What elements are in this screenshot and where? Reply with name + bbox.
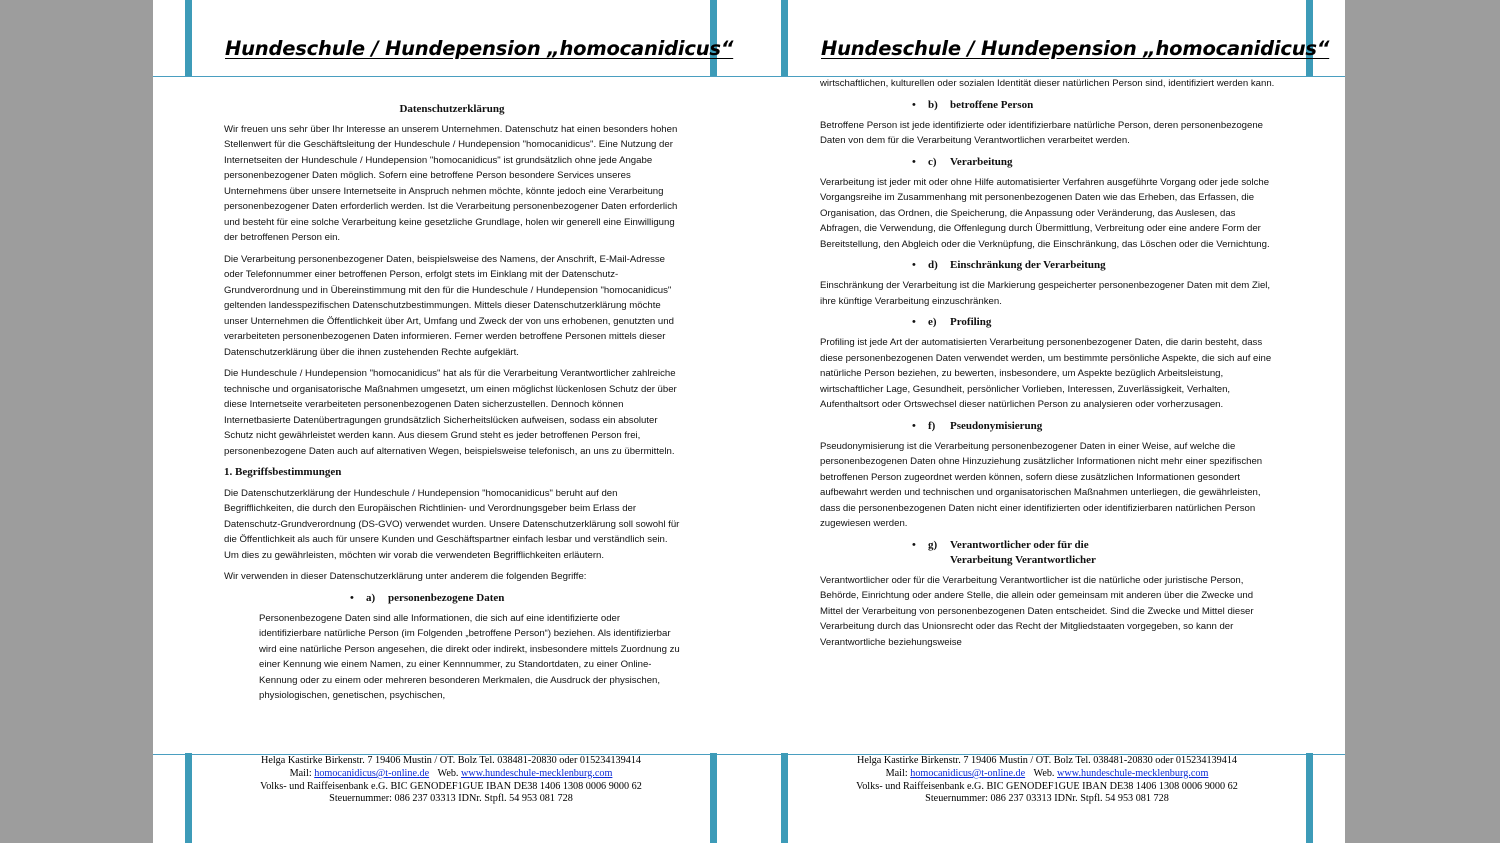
paragraph: wirtschaftlichen, kulturellen oder sozialen Identität dieser natürlichen Person sind, identifiziert werden kann. — [820, 78, 1275, 89]
paragraph: Verantwortlicher oder für die Verarbeitung Verantwortlicher ist die natürliche oder juristische Person, Behörde, Einrichtung oder andere Stelle, die allein oder gemeinsam mit anderen über die Zwecke und Mittel der Verarbeitung von personenbezogenen Daten entscheidet. Sind die Zwecke und Mittel dieser Verarbeitung durch das Unionsrecht oder das Recht der Mitgliedstaaten vorgegeben, so kann der Verantwortliche beziehungsweise — [820, 574, 1254, 648]
document-page-2 — [749, 0, 1345, 843]
term-title: Verarbeitung — [950, 155, 1013, 168]
footer — [749, 755, 1345, 806]
paragraph: Die Verarbeitung personenbezogener Daten, beispielsweise des Namens, der Anschrift, E-Mail-Adresse oder Telefonnummer einer betroffenen Person, erfolgt stets im Einklang mit der Datenschutz-Grundverordnung und in Übereinstimmung mit den für die Hundeschule / Hundepension "homocanidicus" geltenden landesspezifischen Datenschutzbestimmungen. Mittels dieser Datenschutzerklärung möchte unser Unternehmen die Öffentlichkeit über Art, Umfang und Zweck der von uns erhobenen, genutzten und verarbeiteten personenbezogenen Daten informieren. Ferner werden betroffene Personen mittels dieser Datenschutzerklärung über die ihnen zustehenden Rechte aufgeklärt. — [224, 253, 674, 358]
page-content — [820, 76, 1276, 749]
paragraph: Einschränkung der Verarbeitung ist die Markierung gespeicherter personenbezogener Daten mit dem Ziel, ihre künftige Verarbeitung einzuschränken. — [820, 280, 1271, 307]
footer-tax: Steuernummer: 086 237 03313 IDNr. Stpfl. 54 953 081 728 — [925, 793, 1169, 805]
document-page-1 — [153, 0, 749, 843]
term-title: Pseudonymisierung — [950, 419, 1043, 432]
term-title: personenbezogene Daten — [388, 591, 505, 604]
term-title: betroffene Person — [950, 98, 1034, 111]
footer-address: Helga Kastirke Birkenstr. 7 19406 Mustin / OT. Bolz Tel. 038481-20830 oder 015234139414 — [260, 755, 642, 766]
bullet-icon: • — [912, 538, 916, 551]
term-letter: c) — [928, 155, 937, 168]
header-title: Hundeschule / Hundepension „homocanidicus“ — [225, 37, 734, 60]
term-heading — [820, 538, 1276, 568]
term-heading — [820, 419, 1276, 434]
paragraph: Die Hundeschule / Hundepension "homocanidicus" hat als für die Verarbeitung Verantwortlicher zahlreiche technische und organisatorische Maßnahmen umgesetzt, um einen möglichst lückenlosen Schutz der über diese Internetseite verarbeiteten personenbezogenen Daten sicherzustellen. Dennoch können Internetbasierte Datenübertragungen grundsätzlich Sicherheitslücken aufweisen, sodass ein absoluter Schutz nicht gewährleistet werden kann. Aus diesem Grund steht es jeder betroffenen Person frei, personenbezogene Daten auch auf alternativen Wegen, beispielsweise telefonisch, an uns zu übermitteln. — [224, 368, 677, 457]
term-letter: e) — [928, 316, 937, 328]
paragraph: Wir verwenden in dieser Datenschutzerklärung unter anderem die folgenden Begriffe: — [224, 571, 587, 582]
paragraph: Profiling ist jede Art der automatisierten Verarbeitung personenbezogener Daten, die darin besteht, dass diese personenbezogenen Daten verwendet werden, um bestimmte persönliche Aspekte, die sich auf eine natürliche Person beziehen, zu bewerten, insbesondere, um Aspekte bezüglich Arbeitsleistung, wirtschaftlicher Lage, Gesundheit, persönlicher Vorlieben, Interessen, Zuverlässigkeit, Verhalten, Aufenthaltsort oder Ortswechsel dieser natürlichen Person zu analysieren oder vorherzusagen. — [820, 337, 1272, 410]
mail-label: Mail: — [289, 767, 312, 779]
term-letter: d) — [928, 259, 938, 271]
footer-tax: Steuernummer: 086 237 03313 IDNr. Stpfl. 54 953 081 728 — [329, 793, 573, 805]
paragraph: Wir freuen uns sehr über Ihr Interesse an unserem Unternehmen. Datenschutz hat einen besonders hohen Stellenwert für die Geschäftsleitung der Hundeschule / Hundepension "homocanidicus". Eine Nutzung der Internetseiten der Hundeschule / Hundepension "homocanidicus" ist grundsätzlich ohne jede Angabe personenbezogener Daten möglich. Sofern eine betroffene Person besondere Services unseres Unternehmens über unsere Internetseite in Anspruch nehmen möchte, könnte jedoch eine Verarbeitung personenbezogener Daten erforderlich werden. Ist die Verarbeitung personenbezogener Daten erforderlich und besteht für eine solche Verarbeitung keine gesetzliche Grundlage, holen wir generell eine Einwilligung der betroffenen Person ein. — [224, 123, 678, 243]
header-accent-bar — [185, 0, 192, 77]
bullet-icon: • — [350, 591, 354, 604]
email-link[interactable]: homocanidicus@t-online.de — [910, 767, 1026, 779]
term-heading — [820, 98, 1276, 113]
term-heading — [224, 591, 680, 606]
footer-contact — [749, 768, 1345, 781]
paragraph: Personenbezogene Daten sind alle Informationen, die sich auf eine identifizierte oder identifizierbare natürliche Person (im Folgenden „betroffene Person“) beziehen. Als identifizierbar wird eine natürliche Person angesehen, die direkt oder indirekt, insbesondere mittels Zuordnung zu einer Kennung wie einem Namen, zu einer Kennnummer, zu Standortdaten, zu einer Online-Kennung oder zu einem oder mehreren besonderen Merkmalen, die Ausdruck der physischen, physiologischen, genetischen, psychischen, — [259, 612, 680, 701]
term-letter: b) — [928, 98, 938, 111]
header-title: Hundeschule / Hundepension „homocanidicus“ — [821, 37, 1330, 60]
footer — [153, 755, 749, 806]
web-label: Web. — [1033, 767, 1055, 779]
header-accent-bar — [781, 0, 788, 77]
mail-label: Mail: — [885, 767, 908, 779]
term-heading — [820, 155, 1276, 170]
paragraph: Die Datenschutzerklärung der Hundeschule / Hundepension "homocanidicus" beruht auf den Begrifflichkeiten, die durch den Europäischen Richtlinien- und Verordnungsgeber beim Erlass der Datenschutz-Grundverordnung (DS-GVO) verwendet wurden. Unsere Datenschutzerklärung soll sowohl für die Öffentlichkeit als auch für unsere Kunden und Geschäftspartner einfach lesbar und verständlich sein. Um dies zu gewährleisten, möchten wir vorab die verwendeten Begrifflichkeiten erläutern. — [224, 487, 680, 561]
paragraph: Betroffene Person ist jede identifizierte oder identifizierbare natürliche Person, deren personenbezogene Daten von dem für die Verarbeitung Verantwortlichen verarbeitet werden. — [820, 119, 1264, 146]
bullet-icon: • — [912, 259, 916, 271]
term-letter: g) — [928, 538, 938, 551]
bullet-icon: • — [912, 98, 916, 111]
term-heading — [820, 258, 1276, 273]
document-title: Datenschutzerklärung — [399, 103, 505, 115]
web-label: Web. — [437, 767, 459, 779]
website-link[interactable]: www.hundeschule-mecklenburg.com — [461, 767, 613, 779]
bullet-icon: • — [912, 316, 916, 328]
term-letter: f) — [928, 419, 936, 432]
paragraph: Pseudonymisierung ist die Verarbeitung personenbezogener Daten in einer Weise, auf welche die personenbezogenen Daten ohne Hinzuziehung zusätzlicher Informationen nicht mehr einer spezifischen betroffenen Person zugeordnet werden können, sofern diese zusätzlichen Informationen gesondert aufbewahrt werden und technischen und organisatorischen Maßnahmen unterliegen, die gewährleisten, dass die personenbezogenen Daten nicht einer identifizierten oder identifizierbaren natürlichen Person zugewiesen werden. — [820, 440, 1263, 529]
bullet-icon: • — [912, 155, 916, 168]
email-link[interactable]: homocanidicus@t-online.de — [314, 767, 430, 779]
term-title: Verantwortlicher oder für die Verarbeitung Verantwortlicher — [950, 538, 1096, 566]
footer-contact — [153, 768, 749, 781]
section-heading: 1. Begriffsbestimmungen — [224, 466, 342, 478]
paragraph: Verarbeitung ist jeder mit oder ohne Hilfe automatisierter Verfahren ausgeführte Vorgang oder jede solche Vorgangsreihe im Zusammenhang mit personenbezogenen Daten wie das Erheben, das Erfassen, die Organisation, das Ordnen, die Speicherung, die Anpassung oder Veränderung, das Auslesen, das Abfragen, die Verwendung, die Offenlegung durch Übermittlung, Verbreitung oder eine andere Form der Bereitstellung, den Abgleich oder die Verknüpfung, die Einschränkung, das Löschen oder die Vernichtung. — [820, 176, 1270, 250]
term-title: Profiling — [950, 316, 992, 328]
page-content — [224, 80, 680, 753]
header-divider — [153, 76, 749, 77]
website-link[interactable]: www.hundeschule-mecklenburg.com — [1057, 767, 1209, 779]
bullet-icon: • — [912, 419, 916, 432]
footer-bank: Volks- und Raiffeisenbank e.G. BIC GENODEF1GUE IBAN DE38 1406 1308 0006 9000 62 — [260, 780, 642, 792]
term-title: Einschränkung der Verarbeitung — [950, 259, 1106, 271]
term-heading — [820, 315, 1276, 330]
footer-address: Helga Kastirke Birkenstr. 7 19406 Mustin / OT. Bolz Tel. 038481-20830 oder 015234139414 — [856, 755, 1238, 766]
term-letter: a) — [366, 591, 376, 604]
footer-bank: Volks- und Raiffeisenbank e.G. BIC GENODEF1GUE IBAN DE38 1406 1308 0006 9000 62 — [856, 780, 1238, 792]
